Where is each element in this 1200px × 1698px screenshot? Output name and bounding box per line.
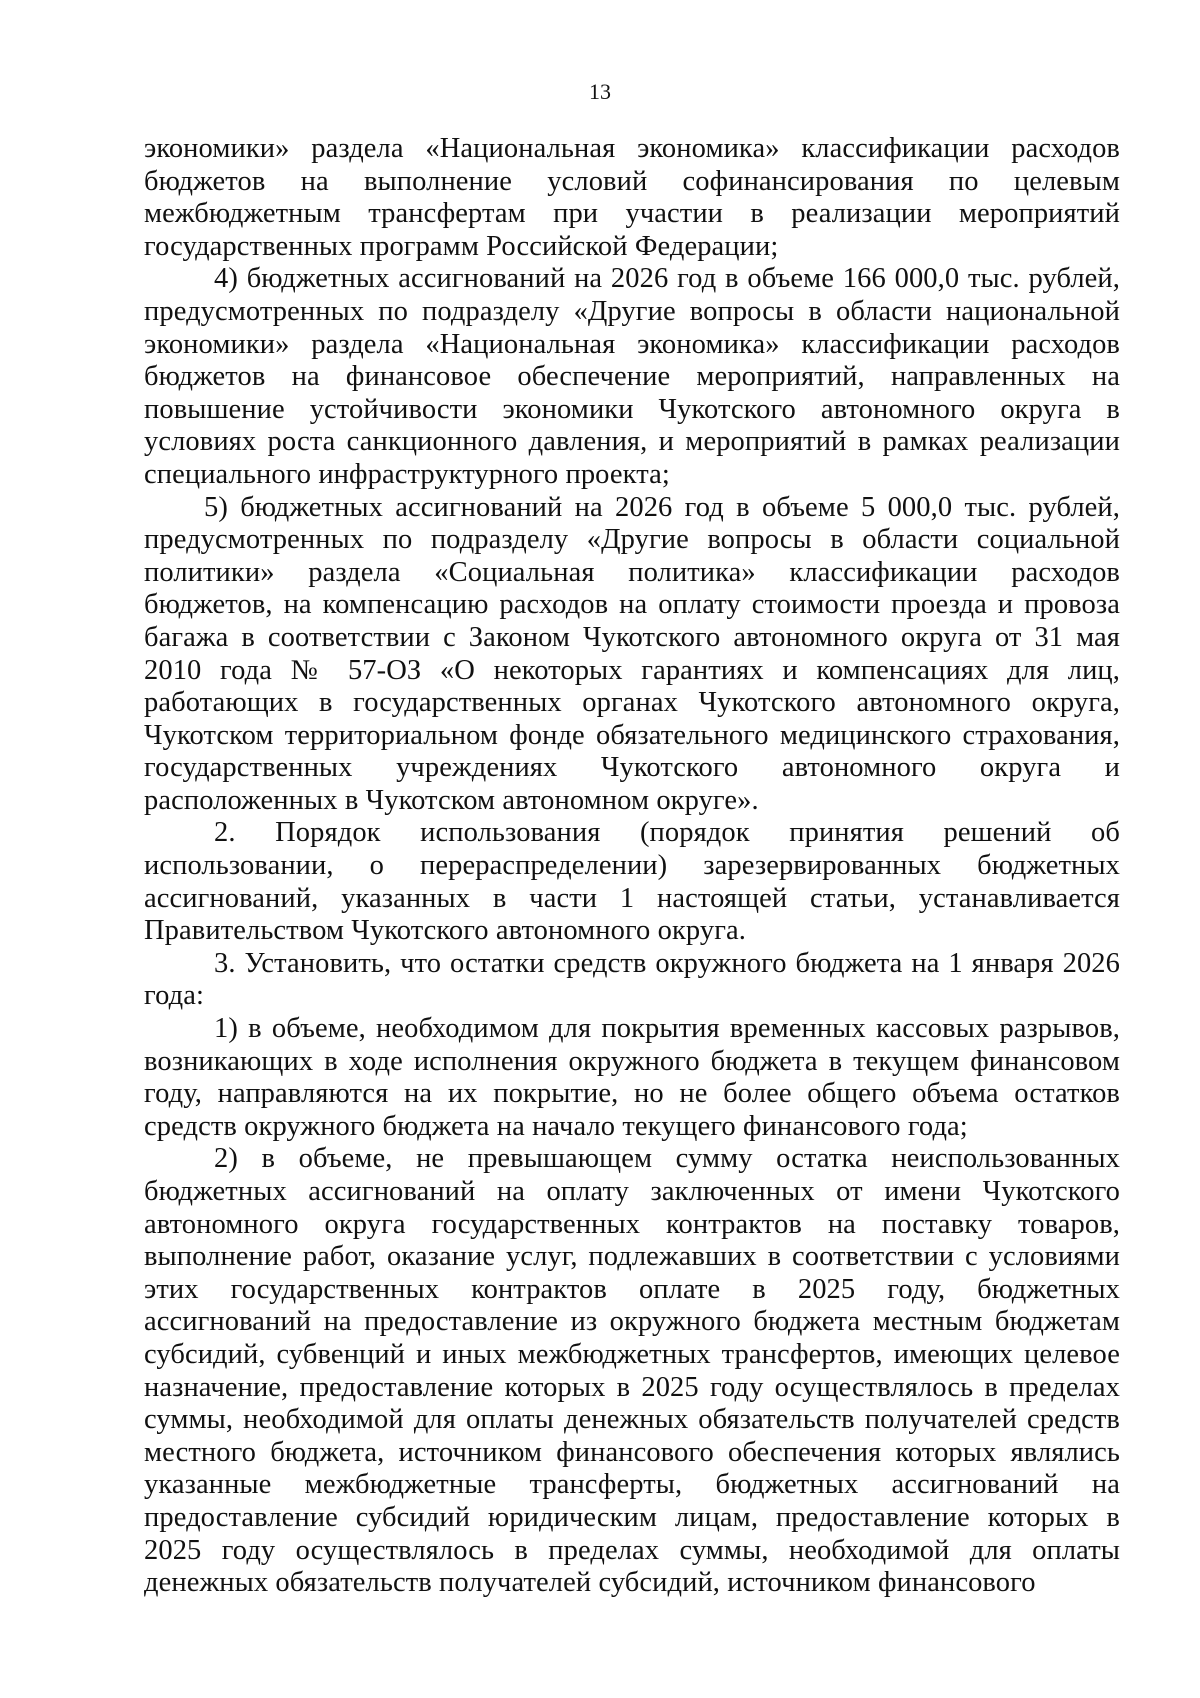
paragraph-part-3-item-1: 1) в объеме, необходимом для покрытия временных кассовых разрывов, возникающих в ходе исполнения окружного бюджета в текущем финансовом году, направляются на их покрытие, но не более общего объема остатков средств окружного бюджета на начало текущего финансового года; [144,1013,1120,1142]
paragraph-part-2: 2. Порядок использования (порядок принятия решений об использовании, о перераспределении) зарезервированных бюджетных ассигнований, указанных в части 1 настоящей статьи, устанавливается Правительством Чукотского автономного округа. [144,817,1120,947]
paragraph-part-3-item-2: 2) в объеме, не превышающем сумму остатка неиспользованных бюджетных ассигнований на оплату заключенных от имени Чукотского автономного округа государственных контрактов на поставку товаров, выполнение работ, оказание услуг, подлежавших в соответствии с условиями этих государственных контрактов оплате в 2025 году, бюджетных ассигнований на предоставление из окружного бюджета местным бюджетам субсидий, субвенций и иных межбюджетных трансфертов, имеющих целевое назначение, предоставление которых в 2025 году осуществлялось в пределах суммы, необходимой для оплаты денежных обязательств получателей средств местного бюджета, источником финансового обеспечения которых являлись указанные межбюджетные трансферты, бюджетных ассигнований на предоставление субсидий юридическим лицам, предоставление которых в 2025 году осуществлялось в пределах суммы, необходимой для оплаты денежных обязательств получателей субсидий, источником финансового [144,1143,1120,1599]
paragraph-part-3: 3. Установить, что остатки средств окружного бюджета на 1 января 2026 года: [144,947,1120,1012]
paragraph-item-5: 5) бюджетных ассигнований на 2026 год в объеме 5 000,0 тыс. рублей, предусмотренных по подразделу «Другие вопросы в области социальной политики» раздела «Социальная политика» классификации расходов бюджетов, на компенсацию расходов на оплату стоимости проезда и провоза багажа в соответствии с Законом Чукотского автономного округа от 31 мая 2010 года № 57-ОЗ «О некоторых гарантиях и компенсациях для лиц, работающих в государственных органах Чукотского автономного округа, Чукотском территориальном фонде обязательного медицинского страхования, государственных учреждениях Чукотского автономного округа и расположенных в Чукотском автономном округе». [144,491,1120,816]
paragraph-item-4: 4) бюджетных ассигнований на 2026 год в объеме 166 000,0 тыс. рублей, предусмотренных по подразделу «Другие вопросы в области национальной экономики» раздела «Национальная экономика» классификации расходов бюджетов на финансовое обеспечение мероприятий, направленных на повышение устойчивости экономики Чукотского автономного округа в условиях роста санкционного давления, и мероприятий в рамках реализации специального инфраструктурного проекта; [144,263,1120,490]
page-number: 13 [589,79,611,104]
document-body [144,133,1120,1600]
paragraph-continuation: экономики» раздела «Национальная экономика» классификации расходов бюджетов на выполнение условий софинансирования по целевым межбюджетным трансфертам при участии в реализации мероприятий государственных программ Российской Федерации; [144,133,1120,262]
